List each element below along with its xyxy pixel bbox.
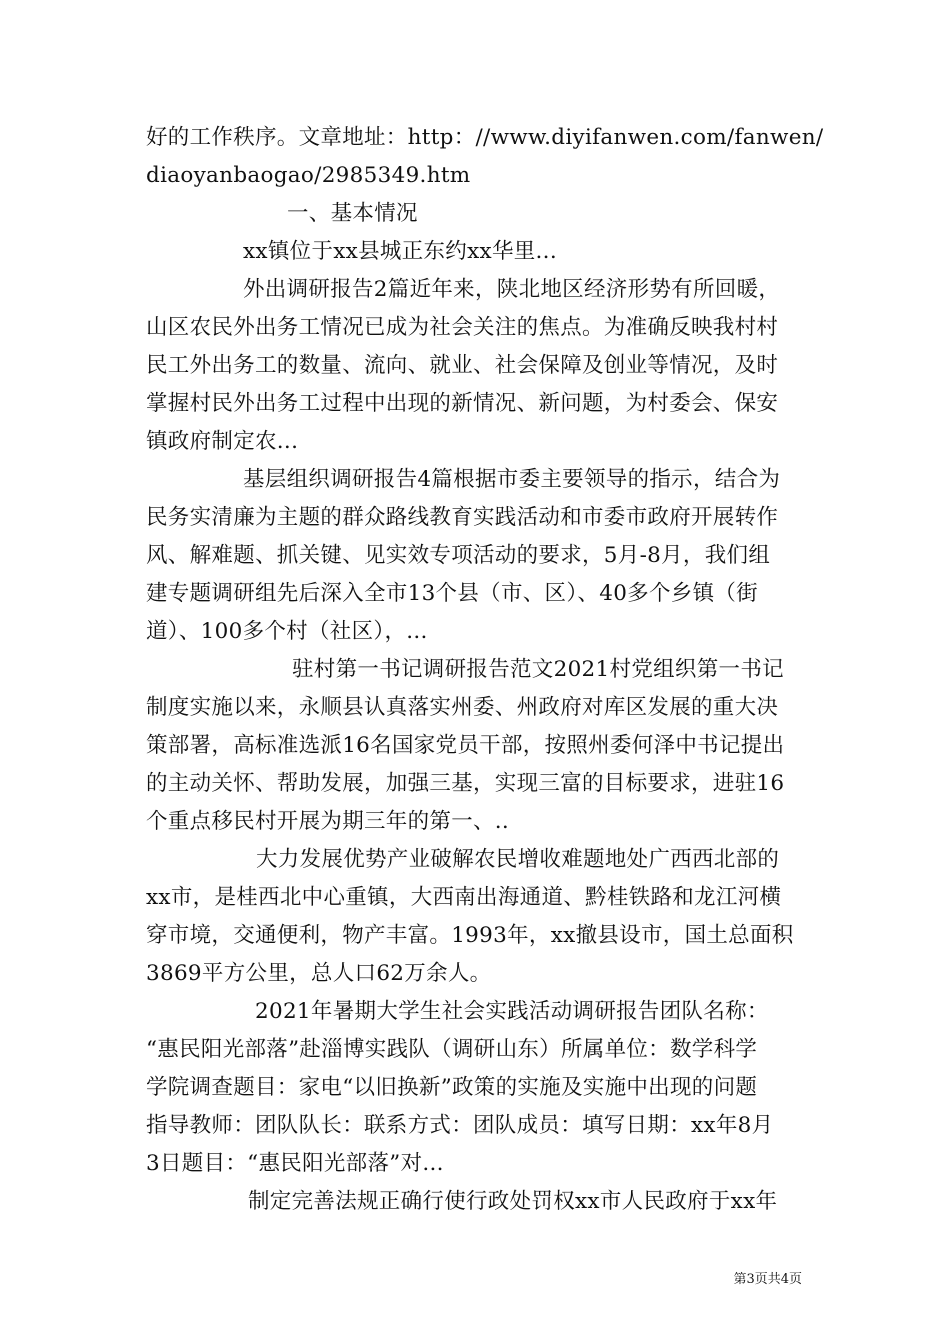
text-line: xx市，是桂西北中心重镇，大西南出海通道、黔桂铁路和龙江河横 [146,885,782,910]
text-line: 道）、100多个村（社区），... [146,619,428,644]
paragraph-start: 基层组织调研报告4篇根据市委主要领导的指示，结合为 [243,467,781,492]
text-line: 策部署，高标准选派16名国家党员干部，按照州委何泽中书记提出 [146,733,785,758]
text-line: diaoyanbaogao/2985349.htm [146,163,471,188]
text-line: 风、解难题、抓关键、见实效专项活动的要求，5月-8月，我们组 [146,543,771,568]
text-line: 民务实清廉为主题的群众路线教育实践活动和市委市政府开展转作 [146,505,779,530]
paragraph-start: 制定完善法规正确行使行政处罚权xx市人民政府于xx年 [248,1189,778,1214]
text-line: 民工外出务工的数量、流向、就业、社会保障及创业等情况，及时 [146,353,779,378]
text-line: 指导教师：团队队长：联系方式：团队成员：填写日期：xx年8月 [146,1113,774,1138]
paragraph-start: 大力发展优势产业破解农民增收难题地处广西西北部的 [256,847,780,872]
paragraph-start: 外出调研报告2篇近年来，陕北地区经济形势有所回暖， [243,277,781,302]
text-line: 穿市境，交通便利，物产丰富。1993年，xx撤县设市，国土总面积 [146,923,794,948]
text-line: 的主动关怀、帮助发展，加强三基，实现三富的目标要求，进驻16 [146,771,785,796]
text-line: 好的工作秩序。文章地址：http：//www.diyifanwen.com/fanwen/ [146,125,824,150]
text-line: 3869平方公里，总人口62万余人。 [146,961,492,986]
text-line: 掌握村民外出务工过程中出现的新情况、新问题，为村委会、保安 [146,391,779,416]
text-line: 学院调查题目：家电“以旧换新”政策的实施及实施中出现的问题 [146,1075,758,1100]
text-line: 山区农民外出务工情况已成为社会关注的焦点。为准确反映我村村 [146,315,779,340]
paragraph-start: 驻村第一书记调研报告范文2021村党组织第一书记 [292,657,784,682]
text-line: “惠民阳光部落”赴淄博实践队（调研山东）所属单位：数学科学 [146,1037,758,1062]
text-line: 建专题调研组先后深入全市13个县（市、区）、40多个乡镇（街 [146,581,758,606]
page-number: 第3页共4页 [733,1272,802,1287]
text-line: xx镇位于xx县城正东约xx华里... [243,239,557,264]
paragraph-start: 2021年暑期大学生社会实践活动调研报告团队名称： [255,999,769,1024]
text-line: 3日题目：“惠民阳光部落”对... [146,1151,444,1176]
text-line: 镇政府制定农... [146,429,299,454]
text-line: 制度实施以来，永顺县认真落实州委、州政府对库区发展的重大决 [146,695,779,720]
section-heading: 一、基本情况 [287,201,418,226]
text-line: 个重点移民村开展为期三年的第一、.. [146,809,510,834]
